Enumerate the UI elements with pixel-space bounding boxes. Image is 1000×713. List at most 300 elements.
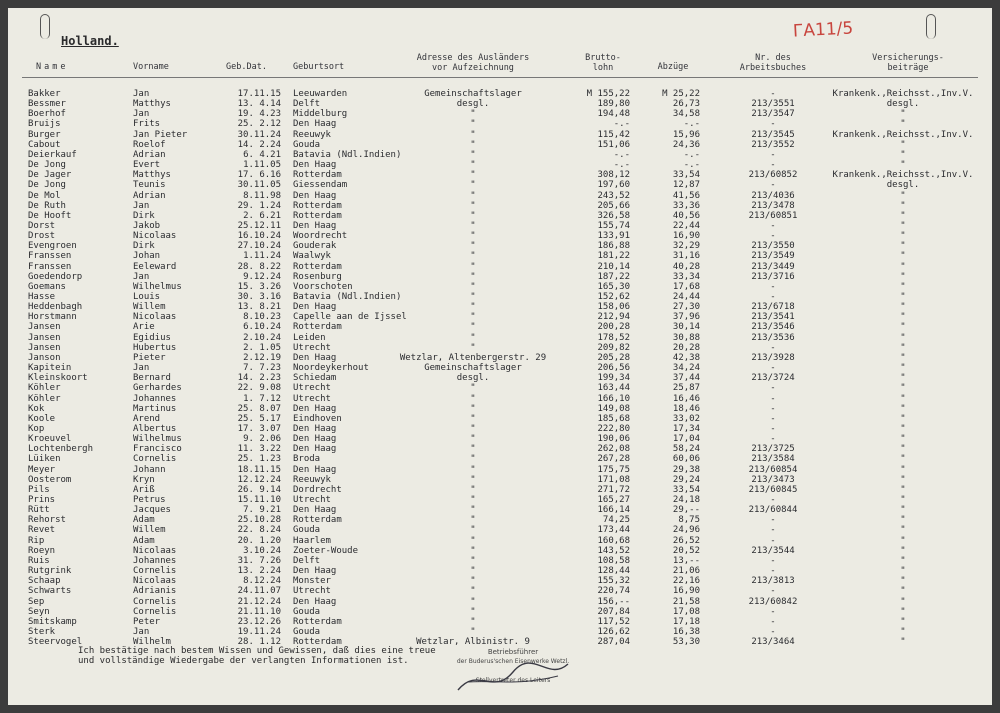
cell-geb-dat: 25.10.28 [237,515,281,526]
cell-abzug: 20,28 [672,342,700,353]
cell-name: Goedendorp [28,271,83,282]
cell-vorname: Ariß [133,484,155,495]
table-row [8,333,992,343]
cell-arbeitsbuch: 213/3546 [751,322,795,333]
cell-versicherung: " [900,241,906,252]
cell-brutto: 199,34 [597,373,630,384]
cell-arbeitsbuch: - [770,180,776,191]
cell-versicherung: " [900,505,906,516]
cell-arbeitsbuch: 213/3813 [751,576,795,587]
table-row [8,130,992,140]
cell-brutto: -.- [613,160,630,171]
cell-versicherung: " [900,200,906,211]
cell-vorname: Johannes [133,555,177,566]
cell-versicherung: " [900,464,906,475]
cell-adresse: " [470,139,476,150]
cell-versicherung: " [900,555,906,566]
cell-name: Kok [28,403,45,414]
table-row [8,109,992,119]
header-abzuege: Abzüge [657,62,689,72]
signature-mark [438,646,588,698]
table-row [8,312,992,322]
cell-brutto: M 155,22 [586,89,630,99]
cell-abzug: 53,30 [672,637,700,648]
cell-adresse: " [470,525,476,536]
cell-geburtsort: Zoeter-Woude [293,545,359,556]
cell-adresse: " [470,616,476,627]
cell-geburtsort: Utrecht [293,495,331,505]
table-row [8,444,992,454]
cell-geb-dat: 2.12.19 [243,352,281,363]
cell-vorname: Willem [133,302,166,313]
cell-name: Roeyn [28,545,56,556]
cell-geburtsort: Leeuwarden [293,89,348,99]
cell-geburtsort: Haarlem [293,535,331,546]
cell-arbeitsbuch: 213/60854 [748,464,798,475]
cell-vorname: Adrian [133,149,166,160]
table-row [8,140,992,150]
cell-abzug: 22,16 [672,576,700,587]
cell-name: Horstmann [28,312,77,323]
cell-adresse: " [470,495,476,505]
cell-abzug: 37,44 [672,373,700,384]
table-row [8,272,992,282]
cell-geburtsort: Capelle aan de Ijssel [293,312,407,323]
cell-geburtsort: Den Haag [293,190,337,201]
cell-vorname: Evert [133,160,161,171]
cell-adresse: " [470,484,476,495]
cell-name: Jansen [28,322,61,333]
cell-arbeitsbuch: - [770,434,776,445]
cell-geburtsort: Utrecht [293,586,331,597]
cell-brutto: 155,32 [597,576,630,587]
cell-arbeitsbuch: - [770,281,776,292]
cell-vorname: Egidius [133,332,171,343]
cell-geburtsort: Den Haag [293,403,337,414]
cell-geb-dat: 25.12.11 [237,220,281,231]
table-row [8,241,992,251]
cell-abzug: 40,28 [672,261,700,272]
cell-brutto: 143,52 [597,545,630,556]
cell-vorname: Adam [133,515,155,526]
cell-geb-dat: 13. 8.21 [237,302,281,313]
cell-geburtsort: Batavia (Ndl.Indien) [293,292,402,302]
cell-geburtsort: Rosenburg [293,271,342,282]
cell-geburtsort: Gouda [293,606,321,617]
cell-abzug: 21,06 [672,566,700,577]
cell-arbeitsbuch: 213/3473 [751,474,795,485]
cell-geburtsort: Reeuwyk [293,129,331,140]
table-row [8,566,992,576]
cell-vorname: Matthys [133,99,171,110]
table-row [8,322,992,332]
cell-name: Prins [28,495,56,505]
cell-brutto: 326,58 [597,210,630,221]
punch-hole-right [926,14,936,39]
cell-geb-dat: 7. 9.21 [243,505,281,516]
cell-arbeitsbuch: - [770,342,776,353]
cell-abzug: 30,88 [672,332,700,343]
cell-arbeitsbuch: - [770,555,776,566]
cell-abzug: 33,54 [672,484,700,495]
cell-adresse: " [470,302,476,313]
cell-geburtsort: Voorschoten [293,281,353,292]
reference-mark: ГА11/5 [792,18,854,42]
cell-versicherung: " [900,525,906,536]
cell-abzug: 32,29 [672,241,700,252]
table-row [8,383,992,393]
cell-arbeitsbuch: 213/3549 [751,251,795,262]
cell-vorname: Cornelis [133,566,177,577]
cell-geb-dat: 2. 6.21 [243,210,281,221]
cell-versicherung: Krankenk.,Reichsst.,Inv.V. [832,129,974,140]
table-row [8,485,992,495]
cell-name: Janson [28,352,61,363]
cell-adresse: " [470,535,476,546]
cell-arbeitsbuch: 213/3928 [751,352,795,363]
header-arbeitsbuch: Nr. des Arbeitsbuches [739,53,807,73]
cell-name: Steervogel [28,637,83,648]
cell-versicherung: " [900,423,906,434]
stamp-line-3: Stellvertreter des Leiters [475,677,551,684]
table-row [8,231,992,241]
cell-brutto: 181,22 [597,251,630,262]
cell-abzug: 34,58 [672,109,700,120]
table-row [8,414,992,424]
cell-vorname: Martinus [133,403,177,414]
table-row [8,404,992,414]
cell-abzug: 29,-- [672,505,700,516]
cell-name: Lüiken [28,454,61,465]
cell-name: Kroeuvel [28,434,72,445]
cell-name: Smitskamp [28,616,77,627]
cell-abzug: 16,90 [672,586,700,597]
cell-vorname: Dirk [133,210,155,221]
cell-abzug: 40,56 [672,210,700,221]
cell-abzug: 24,36 [672,139,700,150]
cell-geb-dat: 9. 2.06 [243,434,281,445]
cell-abzug: 15,96 [672,129,700,140]
table-row [8,576,992,586]
cell-geburtsort: Rotterdam [293,322,342,333]
cell-abzug: 58,24 [672,444,700,455]
cell-abzug: 12,87 [672,180,700,191]
cell-abzug: 33,54 [672,170,700,181]
cell-geb-dat: 17. 3.07 [237,423,281,434]
company-stamp [438,646,588,698]
table-row [8,251,992,261]
cell-geb-dat: 1. 7.12 [243,393,281,404]
cell-vorname: Pieter [133,352,166,363]
cell-geburtsort: Den Haag [293,352,337,363]
cell-geb-dat: 17. 6.16 [237,170,281,181]
cell-name: Meyer [28,464,56,475]
cell-adresse: " [470,393,476,404]
cell-versicherung: " [900,352,906,363]
cell-brutto: 133,91 [597,231,630,242]
cell-abzug: 8,75 [678,515,700,526]
cell-brutto: 271,72 [597,484,630,495]
cell-name: Rip [28,535,45,546]
cell-vorname: Jan [133,89,150,99]
cell-geburtsort: Dordrecht [293,484,342,495]
cell-name: De Jager [28,170,72,181]
document-title: Holland. [61,34,119,48]
cell-name: Dorst [28,220,56,231]
cell-adresse: " [470,515,476,526]
cell-vorname: Jan [133,109,150,120]
cell-arbeitsbuch: 213/3550 [751,241,795,252]
cell-geburtsort: Den Haag [293,119,337,130]
cell-versicherung: " [900,545,906,556]
cell-name: Cabout [28,139,61,150]
cell-name: Rehorst [28,515,66,526]
cell-arbeitsbuch: 213/3584 [751,454,795,465]
cell-geb-dat: 17.11.15 [237,89,281,99]
cell-vorname: Wilhelmus [133,281,182,292]
cell-geb-dat: 13. 2.24 [237,566,281,577]
cell-name: Köhler [28,383,61,394]
cell-versicherung: " [900,119,906,130]
cell-geburtsort: Giessendam [293,180,348,191]
cell-geburtsort: Den Haag [293,444,337,455]
cell-brutto: 206,56 [597,363,630,374]
cell-brutto: 220,74 [597,586,630,597]
cell-name: Ruis [28,555,50,566]
cell-geb-dat: 20. 1.20 [237,535,281,546]
cell-adresse: " [470,251,476,262]
cell-adresse: " [470,200,476,211]
cell-name: Boerhof [28,109,66,120]
cell-geburtsort: Utrecht [293,342,331,353]
cell-geburtsort: Den Haag [293,302,337,313]
cell-versicherung: Krankenk.,Reichsst.,Inv.V. [832,170,974,181]
cell-versicherung: " [900,434,906,445]
table-row [8,505,992,515]
cell-name: Sterk [28,626,56,637]
cell-geb-dat: 16.10.24 [237,231,281,242]
cell-arbeitsbuch: - [770,535,776,546]
cell-vorname: Albertus [133,423,177,434]
cell-geb-dat: 15.11.10 [237,495,281,505]
cell-abzug: 17,68 [672,281,700,292]
cell-brutto: 267,28 [597,454,630,465]
cell-brutto: 160,68 [597,535,630,546]
cell-name: Kapitein [28,363,72,374]
cell-arbeitsbuch: 213/3449 [751,261,795,272]
cell-arbeitsbuch: - [770,586,776,597]
cell-brutto: -.- [613,149,630,160]
cell-versicherung: " [900,281,906,292]
cell-adresse: " [470,566,476,577]
cell-brutto: 155,74 [597,220,630,231]
header-geb-dat: Geb.Dat. [226,62,267,72]
cell-versicherung: " [900,403,906,414]
cell-brutto: 117,52 [597,616,630,627]
cell-adresse: " [470,109,476,120]
cell-vorname: Nicolaas [133,231,177,242]
cell-name: Bessmer [28,99,66,110]
cell-arbeitsbuch: - [770,606,776,617]
cell-versicherung: " [900,586,906,597]
table-row [8,454,992,464]
stamp-line-2: der Buderus'schen Eisenwerke Wetzl. [456,658,570,665]
cell-adresse: " [470,454,476,465]
cell-adresse: " [470,281,476,292]
cell-arbeitsbuch: 213/60842 [748,596,798,607]
cell-name: Bakker [28,89,61,99]
cell-brutto: 115,42 [597,129,630,140]
cell-brutto: 165,27 [597,495,630,505]
cell-name: Bruijs [28,119,61,130]
cell-brutto: 210,14 [597,261,630,272]
table-row [8,475,992,485]
cell-geb-dat: 22. 9.08 [237,383,281,394]
cell-versicherung: " [900,576,906,587]
cell-arbeitsbuch: 213/3552 [751,139,795,150]
cell-geb-dat: 19.11.24 [237,626,281,637]
footer-line-1: Ich bestätige nach bestem Wissen und Gewissen, daß dies eine treue [78,646,436,656]
cell-geb-dat: 13. 4.14 [237,99,281,110]
cell-abzug: 26,73 [672,99,700,110]
cell-versicherung: " [900,322,906,333]
table-row [8,597,992,607]
table-row [8,434,992,444]
cell-brutto: 128,44 [597,566,630,577]
cell-versicherung: " [900,342,906,353]
cell-abzug: 16,38 [672,626,700,637]
cell-abzug: 30,14 [672,322,700,333]
cell-brutto: 165,30 [597,281,630,292]
cell-vorname: Eeleward [133,261,177,272]
cell-geb-dat: 21.12.24 [237,596,281,607]
cell-geb-dat: 9.12.24 [243,271,281,282]
cell-arbeitsbuch: 213/3547 [751,109,795,120]
cell-adresse: " [470,464,476,475]
table-row [8,556,992,566]
cell-abzug: 21,58 [672,596,700,607]
cell-geburtsort: Den Haag [293,464,337,475]
header-adresse: Adresse des Ausländers vor Aufzeichnung [416,53,530,73]
cell-geb-dat: 29. 1.24 [237,200,281,211]
cell-vorname: Johann [133,464,166,475]
cell-arbeitsbuch: - [770,363,776,374]
table-row [8,150,992,160]
cell-vorname: Willem [133,525,166,536]
cell-vorname: Cornelis [133,606,177,617]
cell-geb-dat: 8.10.23 [243,312,281,323]
cell-arbeitsbuch: - [770,231,776,242]
cell-vorname: Louis [133,292,161,302]
cell-geb-dat: 25. 1.23 [237,454,281,465]
cell-geb-dat: 31. 7.26 [237,555,281,566]
cell-geburtsort: Reeuwyk [293,474,331,485]
cell-geb-dat: 24.11.07 [237,586,281,597]
cell-geb-dat: 7. 7.23 [243,363,281,374]
cell-adresse: " [470,160,476,171]
cell-vorname: Nicolaas [133,545,177,556]
cell-brutto: 158,06 [597,302,630,313]
cell-arbeitsbuch: 213/3478 [751,200,795,211]
cell-geburtsort: Noordeykerhout [293,363,369,374]
cell-versicherung: " [900,302,906,313]
cell-versicherung: " [900,606,906,617]
cell-brutto: 108,58 [597,555,630,566]
table-row [8,495,992,505]
cell-abzug: 16,90 [672,231,700,242]
cell-name: Deierkauf [28,149,77,160]
cell-geburtsort: Den Haag [293,220,337,231]
cell-geburtsort: Gouda [293,139,321,150]
cell-brutto: -.- [613,119,630,130]
cell-arbeitsbuch: 213/4036 [751,190,795,201]
cell-adresse: " [470,190,476,201]
cell-geb-dat: 12.12.24 [237,474,281,485]
cell-geb-dat: 30. 3.16 [237,292,281,302]
cell-vorname: Jakob [133,220,161,231]
cell-abzug: 17,04 [672,434,700,445]
cell-name: Koole [28,413,56,424]
cell-versicherung: " [900,596,906,607]
cell-arbeitsbuch: - [770,413,776,424]
cell-vorname: Petrus [133,495,166,505]
cell-arbeitsbuch: 213/60851 [748,210,798,221]
cell-brutto: 166,10 [597,393,630,404]
cell-vorname: Jan [133,200,150,211]
cell-vorname: Wilhelm [133,637,171,648]
cell-abzug: 41,56 [672,190,700,201]
cell-brutto: 178,52 [597,332,630,343]
cell-brutto: 205,66 [597,200,630,211]
cell-adresse: " [470,312,476,323]
cell-brutto: 287,04 [597,637,630,648]
cell-name: Hasse [28,292,56,302]
cell-vorname: Teunis [133,180,166,191]
cell-geb-dat: 6. 4.21 [243,149,281,160]
cell-versicherung: " [900,444,906,455]
table-row [8,617,992,627]
cell-brutto: 152,62 [597,292,630,302]
cell-geburtsort: Rotterdam [293,170,342,181]
table-row [8,424,992,434]
cell-vorname: Hubertus [133,342,177,353]
cell-vorname: Johannes [133,393,177,404]
cell-geb-dat: 28. 8.22 [237,261,281,272]
cell-adresse: desgl. [456,99,490,110]
cell-abzug: M 25,22 [662,89,700,99]
table-row [8,586,992,596]
cell-geburtsort: Utrecht [293,393,331,404]
cell-brutto: 74,25 [602,515,630,526]
cell-brutto: 186,88 [597,241,630,252]
cell-versicherung: " [900,109,906,120]
table-row [8,262,992,272]
table-row [8,292,992,302]
cell-name: Seyn [28,606,50,617]
cell-vorname: Adrianis [133,586,177,597]
cell-name: Sep [28,596,45,607]
cell-geburtsort: Den Haag [293,505,337,516]
cell-brutto: 126,62 [597,626,630,637]
cell-geb-dat: 1.11.24 [243,251,281,262]
cell-name: De Jong [28,180,66,191]
table-row [8,546,992,556]
cell-adresse: desgl. [456,373,490,384]
cell-abzug: 27,30 [672,302,700,313]
cell-abzug: 20,52 [672,545,700,556]
cell-name: Franssen [28,261,72,272]
table-row [8,160,992,170]
